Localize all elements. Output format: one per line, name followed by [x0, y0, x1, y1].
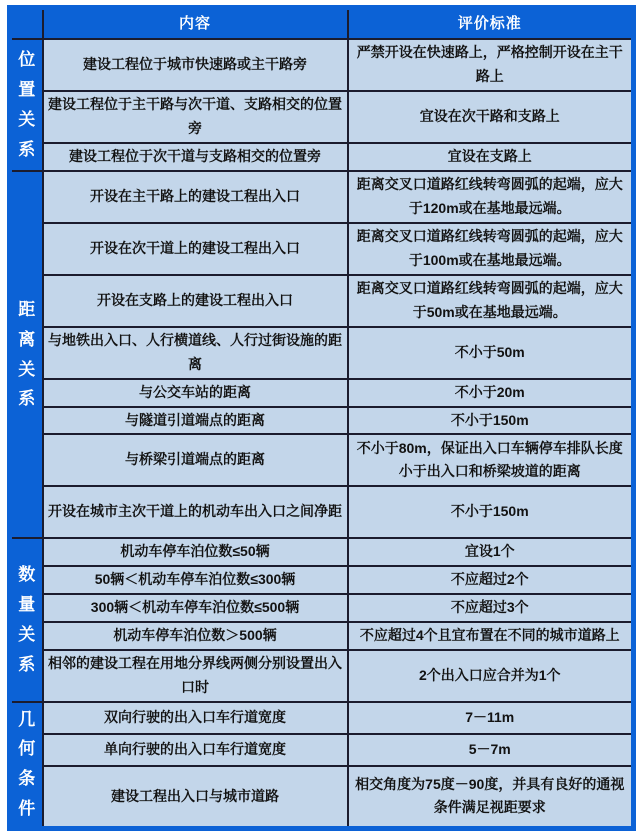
- criteria-cell: 2个出入口应合并为1个: [348, 650, 634, 702]
- criteria-cell: 宜设1个: [348, 538, 634, 566]
- criteria-cell: 不小于20m: [348, 379, 634, 407]
- category-cell-position: 位置关系: [10, 39, 43, 171]
- table-row: [10, 566, 634, 594]
- table-row: [10, 223, 634, 275]
- table-row: [10, 650, 634, 702]
- criteria-cell: 距离交叉口道路红线转弯圆弧的起端，应大于120m或在基地最远端。: [348, 171, 634, 223]
- table-row: [10, 538, 634, 566]
- criteria-cell: 5－7m: [348, 734, 634, 766]
- content-cell: 机动车停车泊位数≤50辆: [43, 538, 348, 566]
- criteria-cell: 严禁开设在快速路上，严格控制开设在主干路上: [348, 39, 634, 91]
- criteria-cell: 距离交叉口道路红线转弯圆弧的起端，应大于100m或在基地最远端。: [348, 223, 634, 275]
- category-cell-distance: 距离关系: [10, 171, 43, 539]
- criteria-cell: 7－11m: [348, 702, 634, 734]
- criteria-cell: 不小于150m: [348, 486, 634, 538]
- table-row: [10, 39, 634, 91]
- criteria-cell: 不小于80m，保证出入口车辆停车排队长度小于出入口和桥梁坡道的距离: [348, 434, 634, 486]
- table-row: [10, 594, 634, 622]
- criteria-cell: 相交角度为75度－90度，并具有良好的通视条件满足视距要求: [348, 766, 634, 828]
- content-cell: 与地铁出入口、人行横道线、人行过街设施的距离: [43, 327, 348, 379]
- table-row: [10, 734, 634, 766]
- criteria-cell: 不应超过4个且宜布置在不同的城市道路上: [348, 622, 634, 650]
- table-row: [10, 379, 634, 407]
- content-cell: 双向行驶的出入口车行道宽度: [43, 702, 348, 734]
- content-cell: 与桥梁引道端点的距离: [43, 434, 348, 486]
- criteria-cell: 不小于50m: [348, 327, 634, 379]
- header-content: 内容: [43, 8, 348, 40]
- content-cell: 50辆＜机动车停车泊位数≤300辆: [43, 566, 348, 594]
- category-cell-geometry: 几何条件: [10, 702, 43, 829]
- table-row: [10, 275, 634, 327]
- criteria-cell: 距离交叉口道路红线转弯圆弧的起端，应大于50m或在基地最远端。: [348, 275, 634, 327]
- table-row: [10, 407, 634, 435]
- criteria-cell: 不应超过2个: [348, 566, 634, 594]
- content-cell: 300辆＜机动车停车泊位数≤500辆: [43, 594, 348, 622]
- table-row: [10, 486, 634, 538]
- content-cell: 与隧道引道端点的距离: [43, 407, 348, 435]
- criteria-cell: 宜设在支路上: [348, 143, 634, 171]
- header-row: [10, 8, 634, 40]
- table-row: [10, 171, 634, 223]
- content-cell: 开设在支路上的建设工程出入口: [43, 275, 348, 327]
- table-row: [10, 143, 634, 171]
- content-cell: 相邻的建设工程在用地分界线两侧分别设置出入口时: [43, 650, 348, 702]
- content-cell: 建设工程出入口与城市道路: [43, 766, 348, 828]
- content-cell: 建设工程位于主干路与次干道、支路相交的位置旁: [43, 91, 348, 143]
- table-row: [10, 622, 634, 650]
- header-criteria: 评价标准: [348, 8, 634, 40]
- content-cell: 机动车停车泊位数＞500辆: [43, 622, 348, 650]
- content-cell: 与公交车站的距离: [43, 379, 348, 407]
- category-cell-quantity: 数量关系: [10, 538, 43, 701]
- table-row: [10, 327, 634, 379]
- criteria-cell: 不小于150m: [348, 407, 634, 435]
- criteria-cell: 不应超过3个: [348, 594, 634, 622]
- content-cell: 建设工程位于次干道与支路相交的位置旁: [43, 143, 348, 171]
- content-cell: 单向行驶的出入口车行道宽度: [43, 734, 348, 766]
- table-row: [10, 766, 634, 828]
- evaluation-criteria-table: [7, 5, 636, 831]
- table-row: [10, 434, 634, 486]
- table-row: [10, 91, 634, 143]
- content-cell: 建设工程位于城市快速路或主干路旁: [43, 39, 348, 91]
- header-corner-cell: [10, 8, 43, 40]
- content-cell: 开设在城市主次干道上的机动车出入口之间净距: [43, 486, 348, 538]
- content-cell: 开设在次干道上的建设工程出入口: [43, 223, 348, 275]
- content-cell: 开设在主干路上的建设工程出入口: [43, 171, 348, 223]
- criteria-cell: 宜设在次干路和支路上: [348, 91, 634, 143]
- table-row: [10, 702, 634, 734]
